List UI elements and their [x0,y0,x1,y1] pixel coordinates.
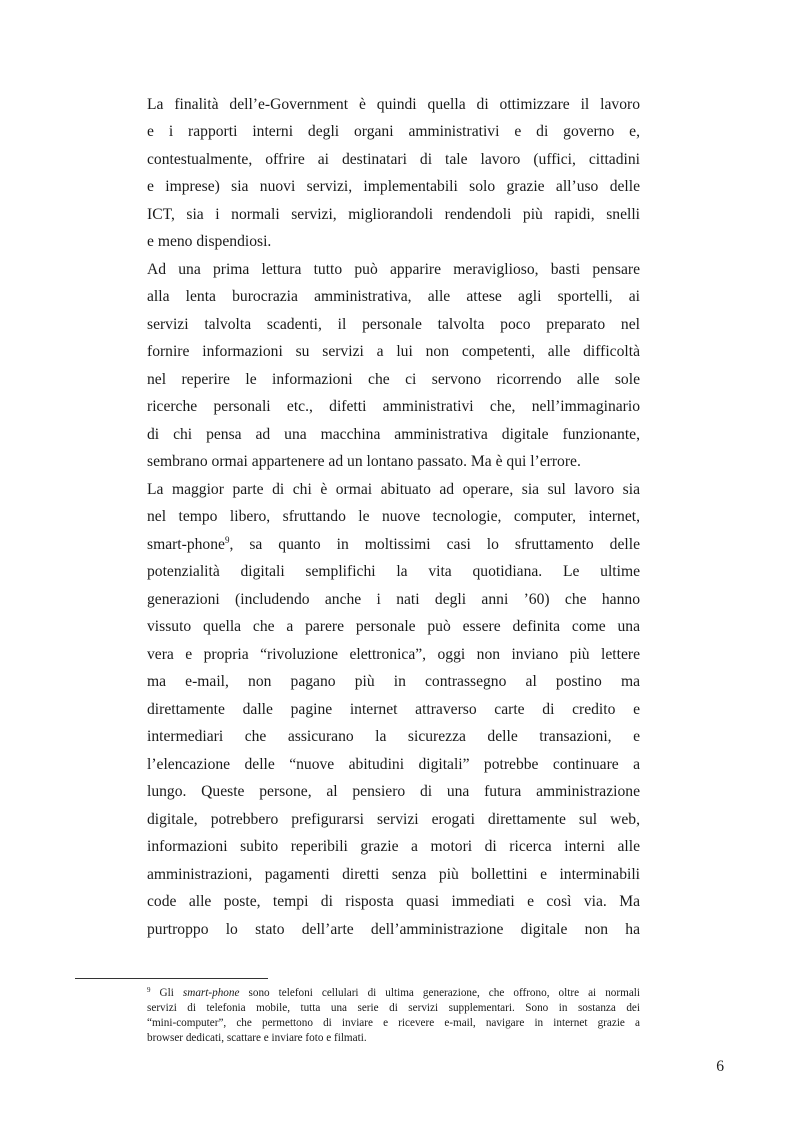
text-line: digitale, potrebbero prefigurarsi servizi erogati direttamente sul web, [147,811,640,828]
text-line: direttamente dalle pagine internet attraverso carte di credito e [147,701,640,718]
text-line-with-footnote-ref [147,535,640,554]
text-fragment: sono telefoni cellulari di ultima generazione, che offrono, oltre ai normali [239,987,641,999]
footnote-line [147,986,640,1000]
text-line: sembrano ormai appartenere ad un lontano passato. Ma è qui l’errore. [147,453,581,470]
footnote-term: smart-phone [182,987,240,999]
footnote-line: browser dedicati, scattare e inviare foto e filmati. [147,1032,367,1044]
footnote-number: 9 [147,986,151,994]
text-line: ICT, sia i normali servizi, migliorandoli rendendoli più rapidi, snelli [147,206,640,223]
text-line: intermediari che assicurano la sicurezza delle transazioni, e [147,728,640,745]
text-line: informazioni subito reperibili grazie a motori di ricerca interni alle [147,838,640,855]
footnote-separator [75,978,268,979]
text-line: vera e propria “rivoluzione elettronica”, oggi non inviano più lettere [147,646,640,663]
text-line: code alle poste, tempi di risposta quasi immediati e così via. Ma [147,893,640,910]
text-line: e i rapporti interni degli organi amministrativi e di governo e, [147,123,640,140]
text-line: ma e-mail, non pagano più in contrassegno al postino ma [147,673,640,690]
text-line: fornire informazioni su servizi a lui non competenti, alle difficoltà [147,343,640,360]
text-line: generazioni (includendo anche i nati degli anni ’60) che hanno [147,591,640,608]
text-fragment: smart-phone [147,536,225,553]
text-line: l’elencazione delle “nuove abitudini digitali” potrebbe continuare a [147,756,640,773]
text-line: purtroppo lo stato dell’arte dell’amministrazione digitale non ha [147,921,640,938]
text-fragment: Gli [150,987,183,999]
text-line: vissuto quella che a parere personale può essere definita come una [147,618,640,635]
text-line: e meno dispendiosi. [147,233,272,250]
text-line: La finalità dell’e-Government è quindi quella di ottimizzare il lavoro [147,96,640,113]
text-line: nel reperire le informazioni che ci servono ricorrendo alle sole [147,371,640,388]
text-line: potenzialità digitali semplifichi la vita quotidiana. Le ultime [147,563,640,580]
text-line: alla lenta burocrazia amministrativa, alle attese agli sportelli, ai [147,288,640,305]
footnote-line: servizi di telefonia mobile, tutta una serie di servizi supplementari. Sono in sostanza dei [147,1002,640,1014]
text-line: servizi talvolta scadenti, il personale talvolta poco preparato nel [147,316,640,333]
footnote-line: “mini-computer”, che permettono di inviare e ricevere e-mail, navigare in internet grazie a [147,1017,640,1029]
page-number: 6 [716,1058,724,1075]
text-fragment: , sa quanto in moltissimi casi lo sfruttamento delle [229,536,640,553]
text-line: contestualmente, offrire ai destinatari di tale lavoro (uffici, cittadini [147,151,640,168]
text-line: La maggior parte di chi è ormai abituato ad operare, sia sul lavoro sia [147,481,640,498]
text-line: lungo. Queste persone, al pensiero di una futura amministrazione [147,783,640,800]
text-line: nel tempo libero, sfruttando le nuove tecnologie, computer, internet, [147,508,640,525]
text-line: e imprese) sia nuovi servizi, implementabili solo grazie all’uso delle [147,178,640,195]
text-line: di chi pensa ad una macchina amministrativa digitale funzionante, [147,426,640,443]
text-line: ricerche personali etc., difetti amministrativi che, nell’immaginario [147,398,640,415]
footnote-reference[interactable]: 9 [224,535,230,545]
text-line: amministrazioni, pagamenti diretti senza più bollettini e interminabili [147,866,640,883]
text-line: Ad una prima lettura tutto può apparire meraviglioso, basti pensare [147,261,640,278]
